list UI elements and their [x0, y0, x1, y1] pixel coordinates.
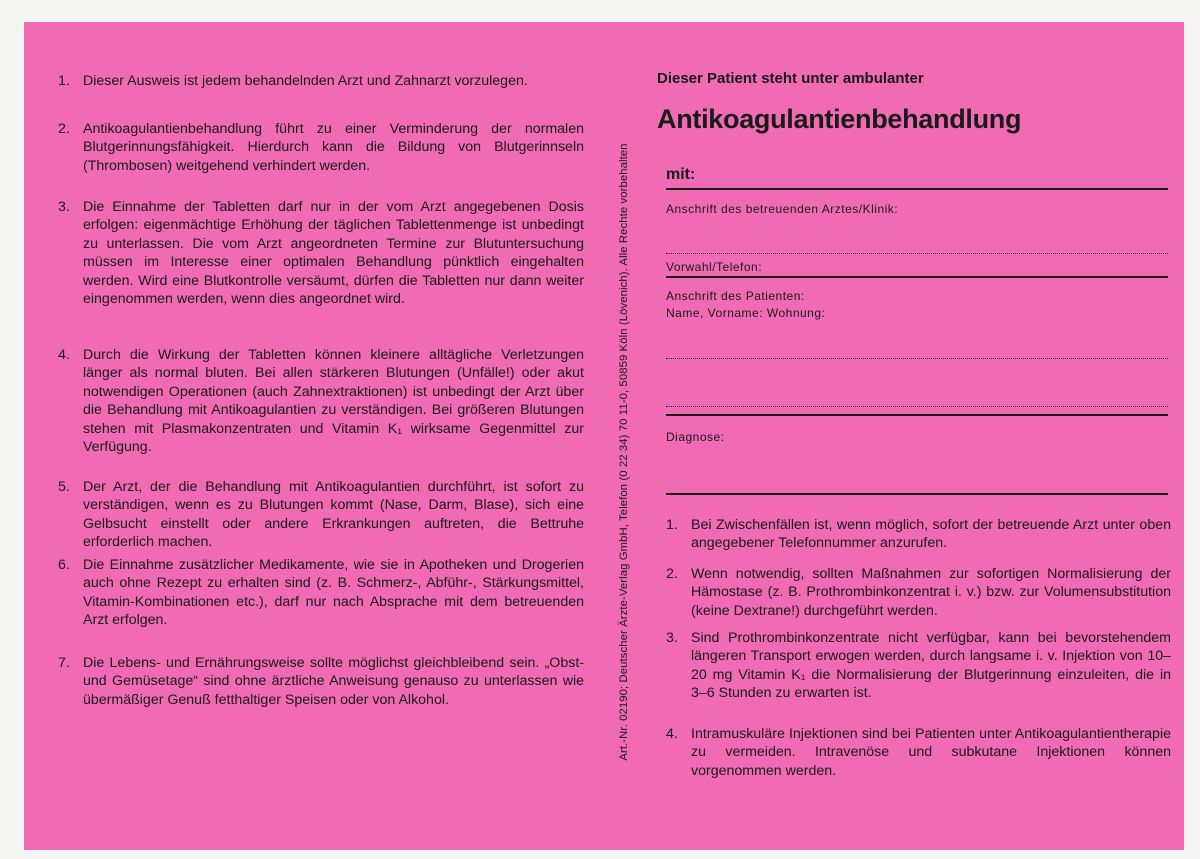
item-number: 2.: [58, 121, 70, 137]
phone-field-line: [666, 276, 1168, 278]
emergency-item-4: [666, 725, 1171, 780]
instruction-item-4: [58, 346, 584, 456]
item-number: 4.: [666, 726, 678, 742]
item-number: 6.: [58, 557, 70, 573]
instruction-item-5: [58, 478, 584, 552]
instruction-item-1: [58, 72, 584, 90]
instruction-item-7: [58, 654, 584, 709]
item-number: 3.: [666, 630, 678, 646]
emergency-item-3: [666, 629, 1171, 703]
item-number: 2.: [666, 566, 678, 582]
phone-label: Vorwahl/Telefon:: [666, 260, 763, 274]
item-number: 3.: [58, 199, 70, 215]
item-text: Bei Zwischenfällen ist, wenn möglich, sofort der betreuende Arzt unter oben angegebener Telefonnummer anzurufen.: [691, 517, 1171, 552]
item-text: Sind Prothrombinkonzentrate nicht verfügbar, kann bei bevorstehendem längeren Transport erwogen werden, durch langsame i. v. Injektion von 10–20 mg Vitamin K₁ die Normalisierung der Blutgerinnung einzuleiten, die in 3–6 Stunden zu erwarten ist.: [691, 630, 1171, 702]
form-heading: Antikoagulantienbehandlung: [657, 104, 1022, 134]
doctor-address-field-line: [666, 253, 1168, 254]
item-text: Die Lebens- und Ernährungsweise sollte möglichst gleichbleibend sein. „Obst- und Gemüsetage“ sind ohne ärztliche Anweisung genauso zu unterlassen wie übermäßiger Genuß fetthaltiger Speisen oder von Alkohol.: [83, 655, 584, 708]
patient-name-label: Name, Vorname: Wohnung:: [666, 306, 826, 320]
patient-address-bottom-rule: [666, 414, 1168, 416]
anticoagulant-card: [24, 22, 1184, 850]
instruction-item-6: [58, 556, 584, 630]
medication-label: mit:: [666, 166, 696, 183]
emergency-item-2: [666, 565, 1171, 620]
diagnosis-label: Diagnose:: [666, 430, 725, 444]
patient-address-label: Anschrift des Patienten:: [666, 289, 805, 303]
patient-form-panel: [604, 22, 1184, 850]
item-number: 1.: [58, 73, 70, 89]
emergency-item-1: [666, 516, 1171, 553]
doctor-address-label: Anschrift des betreuenden Arztes/Klinik:: [666, 202, 899, 216]
instruction-item-3: [58, 198, 584, 308]
item-number: 5.: [58, 479, 70, 495]
instructions-panel: [24, 22, 604, 850]
publisher-imprint-text: Art.-Nr. 02190; Deutscher Ärzte-Verlag GmbH, Telefon (0 22 34) 70 11-0, 50859 Köln (Lövenich). Alle Rechte vorbehalten: [618, 143, 630, 761]
patient-address-field-line-1: [666, 358, 1168, 359]
item-text: Antikoagulantienbehandlung führt zu einer Verminderung der normalen Blutgerinnungsfähigkeit. Hierdurch kann die Bildung von Blutgerinnseln (Thrombosen) weitgehend verhindert werden.: [83, 121, 584, 174]
medication-field-line: [666, 188, 1168, 190]
patient-address-field-line-2: [666, 406, 1168, 407]
item-text: Dieser Ausweis ist jedem behandelnden Arzt und Zahnarzt vorzulegen.: [83, 73, 528, 89]
diagnosis-field-line: [666, 493, 1168, 495]
item-text: Intramuskuläre Injektionen sind bei Patienten unter Antikoagulantientherapie zu vermeiden. Intravenöse und subkutane Injektionen können vorgenommen werden.: [691, 726, 1171, 779]
item-number: 1.: [666, 517, 678, 533]
item-text: Wenn notwendig, sollten Maßnahmen zur sofortigen Normalisierung der Hämostase (z. B. Prothrombinkonzentrat i. v.) bzw. zur Volumensubstitution (keine Dextrane!) durchgeführt werden.: [691, 566, 1171, 619]
item-number: 7.: [58, 655, 70, 671]
form-subheading: Dieser Patient steht unter ambulanter: [657, 70, 924, 87]
item-text: Durch die Wirkung der Tabletten können kleinere alltägliche Verletzungen länger als normal bluten. Bei allen stärkeren Blutungen (Unfälle!) oder akut notwendigen Operationen (auch Zahnextraktionen) ist unbedingt der Arzt über die Behandlung mit Antikoagulantien zu verständigen. Bei größeren Blutungen stehen mit Plasmakonzentraten und Vitamin K₁ wirksame Gegenmittel zur Verfügung.: [83, 347, 584, 456]
instruction-item-2: [58, 120, 584, 175]
item-number: 4.: [58, 347, 70, 363]
item-text: Die Einnahme zusätzlicher Medikamente, wie sie in Apotheken und Drogerien auch ohne Rezept zu erhalten sind (z. B. Schmerz-, Abführ-, Stärkungsmittel, Vitamin-Kombinationen etc.), darf nur nach Absprache mit dem betreuenden Arzt erfolgen.: [83, 557, 584, 629]
item-text: Der Arzt, der die Behandlung mit Antikoagulantien durchführt, ist sofort zu verständigen, wenn es zu Blutungen kommt (Nase, Darm, Blase), sich eine Gelbsucht einstellt oder andere Erkrankungen auftreten, die Bettruhe erforderlich machen.: [83, 479, 584, 551]
item-text: Die Einnahme der Tabletten darf nur in der vom Arzt angegebenen Dosis erfolgen: eigenmächtige Erhöhung der täglichen Tablettenmenge ist unbedingt zu unterlassen. Die vom Arzt angeordneten Termine zur Blutuntersuchung müssen im Interesse einer optimalen Behandlung pünktlich eingehalten werden. Wird eine Blutkontrolle versäumt, dürfen die Tabletten nur dann weiter eingenommen werden, wenn dies angeordnet wird.: [83, 199, 584, 308]
